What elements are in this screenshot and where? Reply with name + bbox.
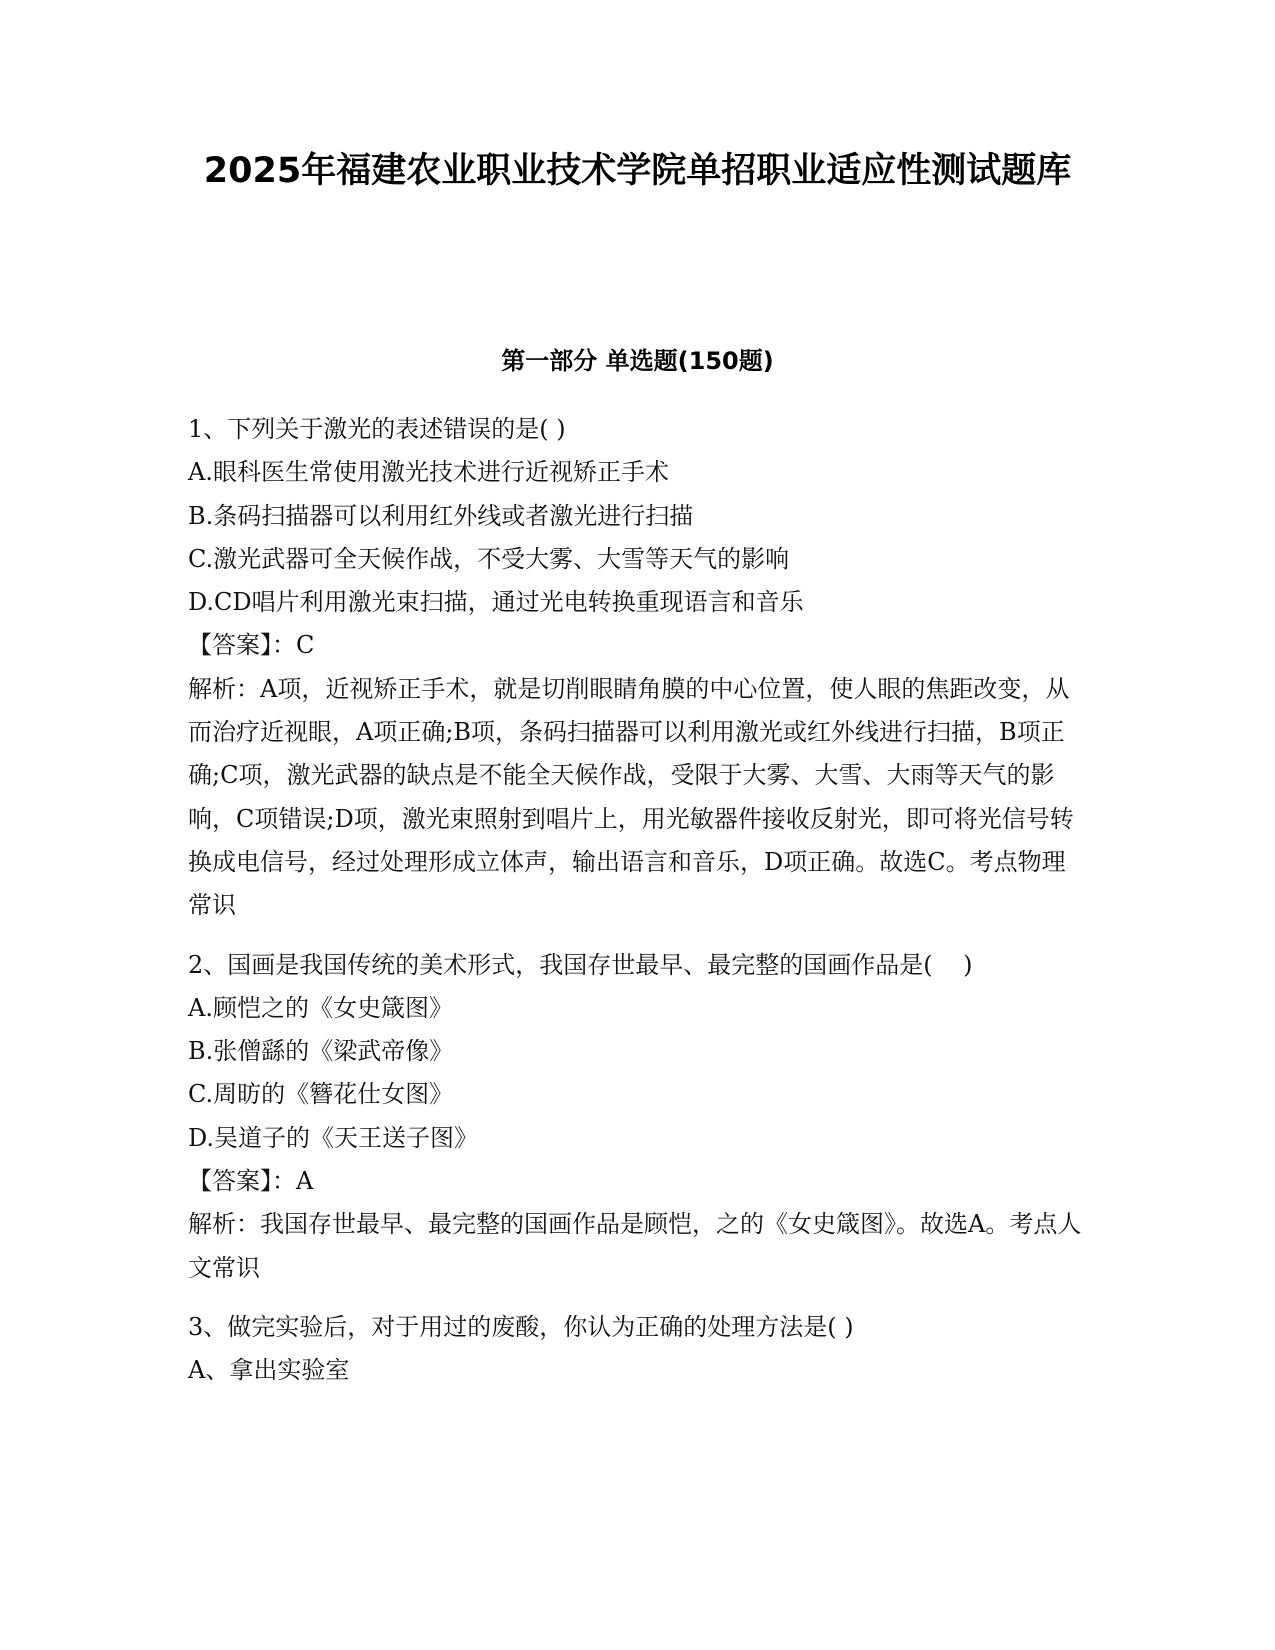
option-c: C.激光武器可全天候作战，不受大雾、大雪等天气的影响 — [188, 544, 790, 573]
analysis-text: 解析：我国存世最早、最完整的国画作品是顾恺，之的《女史箴图》。故选A。考点人文常识 — [188, 1210, 1082, 1282]
option-d: D.CD唱片利用激光束扫描，通过光电转换重现语言和音乐 — [188, 588, 804, 617]
section-title: 第一部分 单选题(150题) — [501, 347, 774, 375]
question-stem: 3、做完实验后，对于用过的废酸，你认为正确的处理方法是( ) — [188, 1312, 854, 1341]
document-title: 2025年福建农业职业技术学院单招职业适应性测试题库 — [203, 151, 1072, 191]
question-2 — [188, 944, 1088, 1290]
answer-line: 【答案】：C — [188, 631, 315, 660]
question-3 — [188, 1306, 1088, 1393]
option-a: A.眼科医生常使用激光技术进行近视矫正手术 — [188, 458, 669, 487]
option-c: C.周昉的《簪花仕女图》 — [188, 1080, 454, 1109]
analysis-text: 解析：A项，近视矫正手术，就是切削眼睛角膜的中心位置，使人眼的焦距改变，从而治疗近视眼，A项正确;B项，条码扫描器可以利用激光或红外线进行扫描，B项正确;C项，激光武器的缺点是不能全天候作战，受限于大雾、大雪、大雨等天气的影响，C项错误;D项，激光束照射到唱片上，用光敏器件接收反射光，即可将光信号转换成电信号，经过处理形成立体声，输出语言和音乐，D项正确。故选C。考点物理常识 — [188, 674, 1074, 920]
question-list — [188, 408, 1088, 1393]
question-stem: 1、下列关于激光的表述错误的是( ) — [188, 415, 566, 443]
option-a: A、拿出实验室 — [188, 1356, 350, 1385]
option-d: D.吴道子的《天王送子图》 — [188, 1123, 479, 1152]
answer-line: 【答案】：A — [188, 1167, 314, 1196]
option-a: A.顾恺之的《女史箴图》 — [188, 993, 453, 1022]
question-spacer — [188, 928, 1088, 944]
option-b: B.张僧繇的《梁武帝像》 — [188, 1037, 454, 1066]
question-stem: 2、国画是我国传统的美术形式，我国存世最早、最完整的国画作品是( ) — [188, 950, 973, 979]
question-spacer — [188, 1290, 1088, 1306]
question-1 — [188, 408, 1088, 928]
option-b: B.条码扫描器可以利用红外线或者激光进行扫描 — [188, 501, 694, 530]
